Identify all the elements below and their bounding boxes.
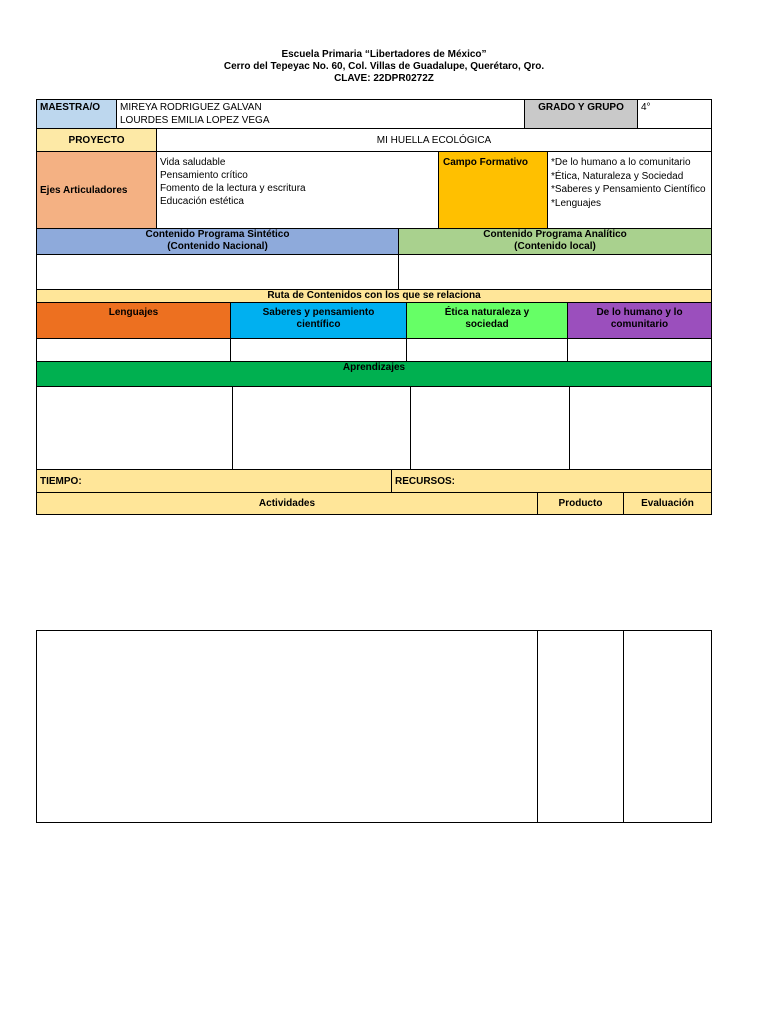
campo-item: *Ética, Naturaleza y Sociedad <box>551 170 684 182</box>
project-title: MI HUELLA ECOLÓGICA <box>156 128 712 152</box>
etica-content[interactable] <box>406 338 568 362</box>
campo-list <box>547 151 712 229</box>
school-name: Escuela Primaria “Libertadores de México” <box>281 49 487 60</box>
ejes-label: Ejes Articuladores <box>36 151 157 229</box>
ruta-title: Ruta de Contenidos con los que se relaciona <box>36 289 712 303</box>
producto-header: Producto <box>537 492 624 515</box>
aprendizajes-header: Aprendizajes <box>36 361 712 387</box>
field-saberes-line1: Saberes y pensamiento <box>262 307 375 318</box>
field-saberes-line2: científico <box>296 319 341 330</box>
teacher-name-2: LOURDES EMILIA LOPEZ VEGA <box>120 115 270 126</box>
actividades-header: Actividades <box>36 492 538 515</box>
grado-value: 4° <box>637 99 712 129</box>
campo-item: *De lo humano a lo comunitario <box>551 157 691 168</box>
recursos-label: RECURSOS: <box>391 469 712 493</box>
analitico-content[interactable] <box>398 254 712 290</box>
school-address: Cerro del Tepeyac No. 60, Col. Villas de Guadalupe, Querétaro, Qro. <box>223 61 545 72</box>
campo-item: *Saberes y Pensamiento Científico <box>551 184 706 195</box>
teacher-names <box>116 99 525 129</box>
saberes-content[interactable] <box>230 338 407 362</box>
aprendizajes-col-2[interactable] <box>232 386 411 470</box>
humano-content[interactable] <box>567 338 712 362</box>
eje-item: Educación estética <box>160 196 244 207</box>
field-lenguajes <box>36 302 231 339</box>
sintetico-line2: (Contenido Nacional) <box>167 241 268 252</box>
aprendizajes-col-1[interactable] <box>36 386 233 470</box>
teacher-name-1: MIREYA RODRIGUEZ GALVAN <box>120 102 262 113</box>
evaluacion-content[interactable] <box>623 630 712 823</box>
sintetico-header <box>36 228 399 255</box>
tiempo-label: TIEMPO: <box>36 469 392 493</box>
actividades-content[interactable] <box>36 630 538 823</box>
field-humano-line1: De lo humano y lo <box>596 307 683 318</box>
field-etica <box>406 302 568 339</box>
eje-item: Vida saludable <box>160 157 226 168</box>
maestra-label: MAESTRA/O <box>36 99 117 129</box>
ejes-list <box>156 151 439 229</box>
field-etica-line1: Ética naturaleza y <box>444 307 530 318</box>
field-humano <box>567 302 712 339</box>
campo-item: *Lenguajes <box>551 197 602 209</box>
field-saberes <box>230 302 407 339</box>
evaluacion-header: Evaluación <box>623 492 712 515</box>
aprendizajes-col-3[interactable] <box>410 386 570 470</box>
sintetico-line1: Contenido Programa Sintético <box>145 229 290 240</box>
field-etica-line2: sociedad <box>465 319 509 330</box>
eje-item: Pensamiento crítico <box>160 170 248 181</box>
field-lenguajes-label: Lenguajes <box>108 307 159 318</box>
field-humano-line2: comunitario <box>610 319 669 330</box>
grado-label: GRADO Y GRUPO <box>524 99 638 129</box>
analitico-header <box>398 228 712 255</box>
analitico-line1: Contenido Programa Analítico <box>483 229 627 240</box>
analitico-line2: (Contenido local) <box>514 241 596 252</box>
sintetico-content[interactable] <box>36 254 399 290</box>
proyecto-label: PROYECTO <box>36 128 157 152</box>
producto-content[interactable] <box>537 630 624 823</box>
aprendizajes-col-4[interactable] <box>569 386 712 470</box>
campo-label: Campo Formativo <box>438 151 548 229</box>
lenguajes-content[interactable] <box>36 338 231 362</box>
school-clave: CLAVE: 22DPR0272Z <box>334 73 434 84</box>
eje-item: Fomento de la lectura y escritura <box>160 183 306 194</box>
